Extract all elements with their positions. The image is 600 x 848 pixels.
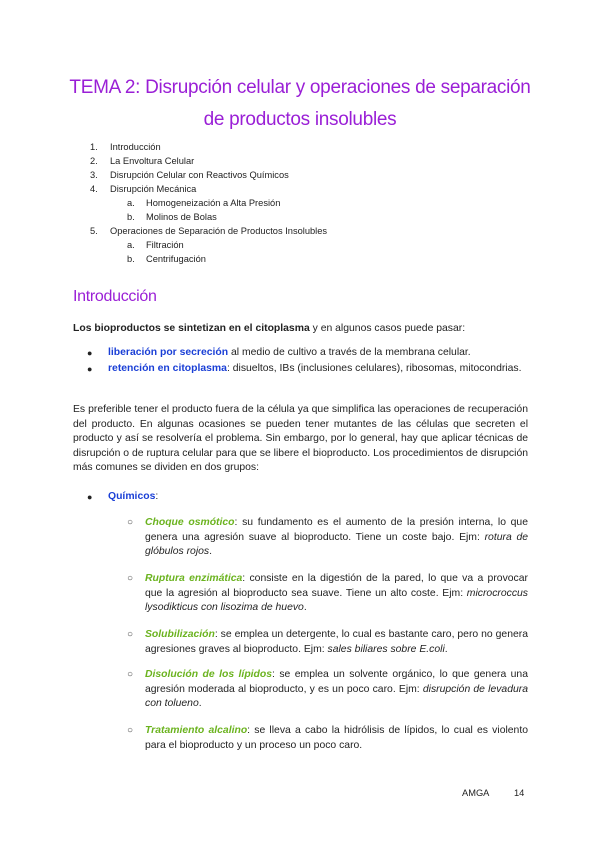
bullet-term: retención en citoplasma	[108, 363, 227, 374]
circle-bullet-icon: ○	[127, 669, 134, 680]
method-example: disrupción de levadura con tolueno	[145, 683, 528, 710]
body-paragraph: Es preferible tener el producto fuera de la célula ya que simplifica las operaciones de recuperación del producto. En algunas ocasiones se pueden tener mutantes de las células que secreten el producto y así se resolvería el problema. Sin embargo, por lo general, hay que aplicar técnicas de disrupción o de ruptura celular para que se libere el bioproducto. Los procedimientos de disrupción más comunes se dividen en dos grupos:	[73, 404, 528, 474]
bullet-icon: ●	[87, 348, 93, 358]
method-end: .	[198, 698, 202, 710]
intro-rest: y en algunos casos puede pasar:	[309, 323, 466, 334]
method-term: Solubilización	[145, 629, 215, 640]
bullet-term: liberación por secreción	[108, 347, 229, 358]
intro-bold: Los bioproductos se sintetizan en el citoplasma	[73, 323, 310, 334]
method-term: Tratamiento alcalino	[145, 725, 248, 736]
toc-text: Filtración	[146, 240, 184, 250]
circle-bullet-icon: ○	[127, 725, 134, 736]
method-item	[73, 724, 528, 753]
method-text: : su fundamento es el aumento de la presión interna, lo que genera una agresión suave al bioproducto. Tiene un coste bajo. Ejm:	[145, 517, 528, 543]
document-title: TEMA 2: Disrupción celular y operaciones de separación de productos insolubles	[69, 77, 531, 130]
page-number: 14	[514, 788, 525, 798]
toc-text: Introducción	[110, 142, 161, 152]
method-end: .	[209, 546, 213, 558]
method-item	[73, 572, 528, 616]
toc-number: 2.	[90, 156, 98, 166]
method-text: : se lleva a cabo la hidrólisis de lípidos, lo cual es violento para el bioproducto y un proceso un poco caro.	[145, 725, 529, 751]
method-item	[73, 516, 528, 560]
method-example: sales biliares sobre E.coli	[327, 643, 445, 655]
method-example: microcroccus lysodikticus con lisozima de huevo	[145, 587, 528, 614]
method-text: : consiste en la digestión de la pared, lo que va a provocar que la agresión al bioproducto sea suave. Tiene un alto coste. Ejm:	[145, 573, 528, 599]
bullet-text: al medio de cultivo a través de la membrana celular.	[228, 347, 471, 358]
toc-text: La Envoltura Celular	[110, 156, 195, 166]
circle-bullet-icon: ○	[127, 517, 134, 528]
group-suffix: :	[155, 491, 159, 502]
method-term: Choque osmótico	[145, 517, 235, 528]
bullet-item	[73, 346, 528, 361]
method-term: Disolución de los lípidos	[145, 669, 273, 680]
circle-bullet-icon: ○	[127, 629, 134, 640]
group-term: Químicos	[108, 491, 156, 502]
toc-number: 1.	[90, 142, 98, 152]
method-item	[73, 668, 528, 712]
method-example: rotura de glóbulos rojos	[145, 531, 528, 558]
method-end: .	[444, 643, 448, 655]
bullet-icon: ●	[87, 492, 93, 502]
bullet-icon: ●	[87, 364, 93, 374]
group-bullet	[73, 490, 528, 505]
toc-text: Centrifugación	[146, 254, 206, 264]
toc-number: a.	[127, 240, 135, 250]
toc-text: Disrupción Celular con Reactivos Químicos	[110, 170, 289, 180]
footer-author: AMGA	[462, 788, 490, 798]
circle-bullet-icon: ○	[127, 573, 134, 584]
bullet-text: : disueltos, IBs (inclusiones celulares), ribosomas, mitocondrias.	[226, 363, 522, 374]
intro-paragraph	[73, 322, 528, 337]
toc-text: Operaciones de Separación de Productos Insolubles	[110, 226, 328, 236]
toc-text: Disrupción Mecánica	[110, 184, 197, 194]
toc-number: b.	[127, 212, 135, 222]
toc-text: Molinos de Bolas	[146, 212, 217, 222]
toc-number: a.	[127, 198, 135, 208]
method-term: Ruptura enzimática	[145, 573, 243, 584]
toc-number: 3.	[90, 170, 98, 180]
toc-text: Homogeneización a Alta Presión	[146, 198, 281, 208]
toc-number: 5.	[90, 226, 98, 236]
bullet-item	[73, 362, 528, 377]
method-text: : se emplea un detergente, lo cual es bastante caro, pero no genera agresiones graves al bioproducto. Ejm:	[145, 629, 528, 655]
method-end: .	[303, 602, 307, 614]
toc-number: b.	[127, 254, 135, 264]
method-text: : se emplea un solvente orgánico, lo que genera una agresión moderada al bioproducto, y es un poco caro. Ejm:	[145, 669, 528, 695]
method-item	[73, 628, 528, 657]
section-heading: Introducción	[73, 288, 157, 305]
toc-number: 4.	[90, 184, 98, 194]
